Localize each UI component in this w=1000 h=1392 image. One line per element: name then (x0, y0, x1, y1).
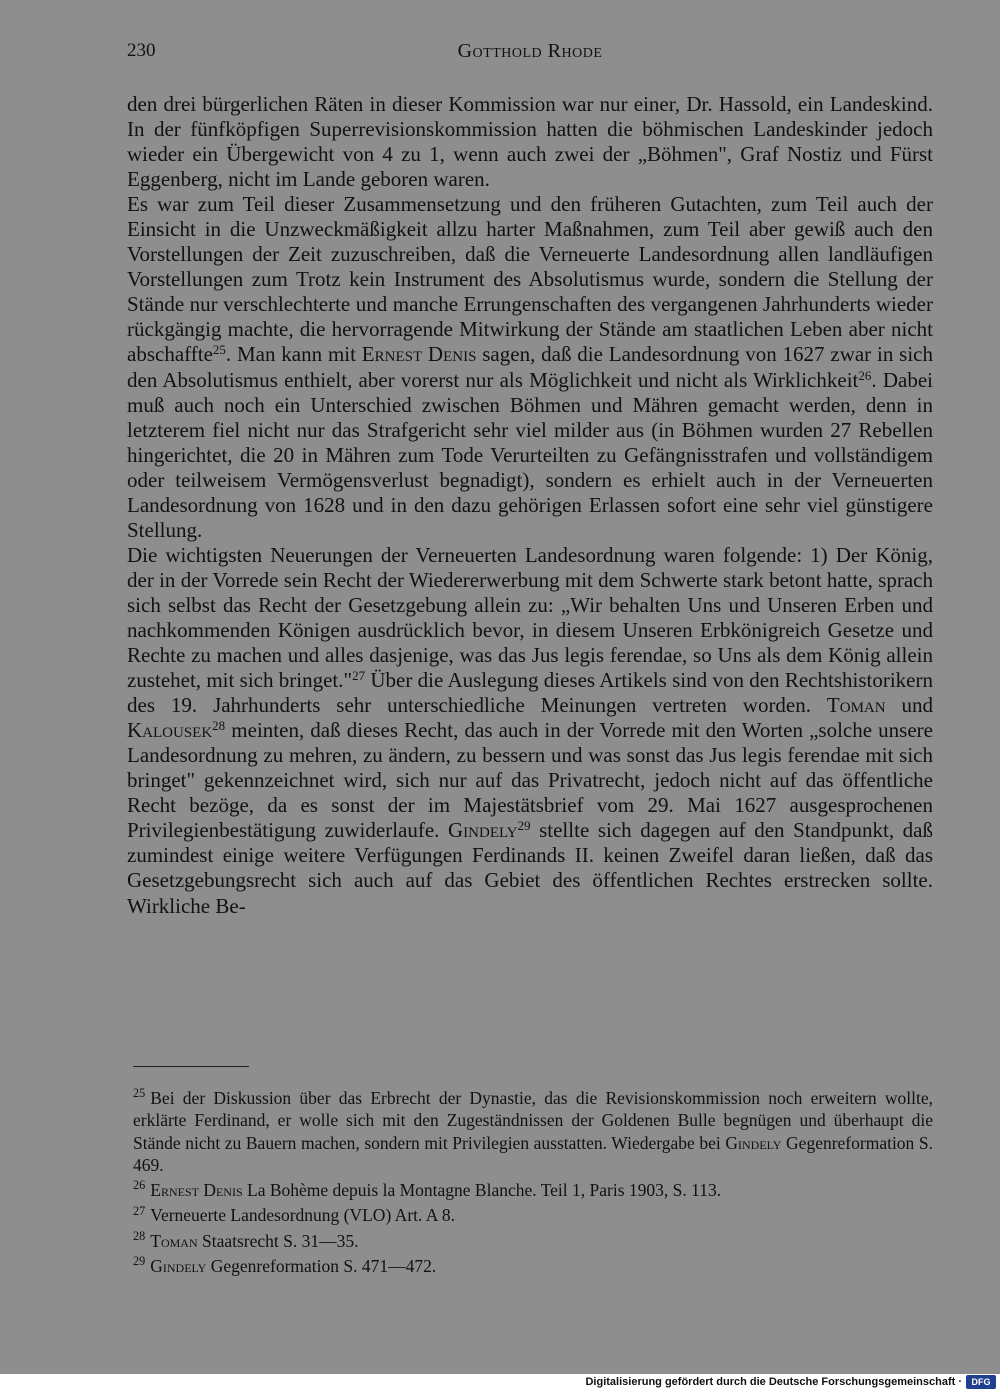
footnote (133, 1230, 933, 1252)
digitization-credit: Digitalisierung gefördert durch die Deutsche Forschungsgemeinschaft · (585, 1376, 962, 1388)
author-name: Ernest Denis (361, 342, 477, 367)
text-run: Gegenreformation S. 471—472. (206, 1256, 437, 1277)
running-title: Gotthold Rhode (457, 40, 603, 62)
text-run: Gegenreformation S. 469. (133, 1132, 934, 1175)
footnotes (133, 1087, 933, 1277)
text-run: sagen, daß die Landesordnung von 1627 zwar in sich den Absolutismus enthielt, aber vorerst nur als Möglichkeit und nicht als Wirklichkeit (127, 342, 933, 392)
text-run: den drei bürgerlichen Räten in dieser Kommission war nur einer, Dr. Hassold, ein Landeskind. In der fünfköpfigen Superrevisionskommission hatten die böhmischen Landeskinder jedoch wieder ein Übergewicht von 4 zu 1, wenn auch zwei der „Böhmen", Graf Nostiz und Fürst Eggenberg, nicht im Lande geboren waren. (127, 92, 933, 192)
footnote-reference: 25 (212, 342, 226, 358)
text-run: Verneuerte Landesordnung (VLO) Art. A 8. (150, 1205, 455, 1226)
footnote (133, 1204, 933, 1226)
text-run: Bei der Diskussion über das Erbrecht der Dynastie, das die Revisionskommission noch erweitern wollte, erklärte Ferdinand, er wolle sich mit den Zugeständnissen der Goldenen Bulle begnügen und überhaupt die Stände nicht zu Bauern machen, sondern mit Privilegien ausstatten. Wiedergabe bei (133, 1088, 933, 1153)
text-run: . Dabei muß auch noch ein Unterschied zwischen Böhmen und Mähren gemacht werden, denn in letzterem fiel nicht nur das Strafgericht sehr viel milder aus (in Böhmen wurden 27 Rebellen hingerichtet, die 20 in Mähren zum Tode Verurteilten zu Gefängnisstrafen und vollständigem oder teilweisem Vermögensverlust begnadigt), sondern es erhielt auch in der Verneuerten Landesordnung von 1628 und in den dazu gehörigen Erlassen sofort eine sehr viel günstigere Stellung. (127, 367, 933, 542)
footnote-number: 29 (133, 1254, 146, 1269)
footnote-reference: 28 (212, 718, 226, 734)
footnote-reference: 29 (517, 818, 531, 834)
paragraph (127, 543, 933, 919)
footnote-number: 26 (133, 1178, 146, 1193)
footnote-number: 27 (133, 1203, 146, 1218)
footnote (133, 1255, 933, 1277)
author-name: Toman (826, 693, 886, 718)
text-run: Es war zum Teil dieser Zusammensetzung und den früheren Gutachten, zum Teil auch der Einsicht in die Unzweckmäßigkeit allzu harter Maßnahmen, zum Teil aber gewiß auch den Vorstellungen der Zeit zuzuschreiben, daß die Verneuerte Landesordnung allen landläufigen Vorstellungen zum Trotz kein Instrument des Absolutismus wurde, sondern die Stellung der Stände nur verschlechterte und manche Errungenschaften des vergangenen Jahrhunderts wieder rückgängig machte, die hervorragende Mitwirkung der Stände am staatlichen Leben aber nicht abschaffte (127, 192, 933, 367)
paragraph (127, 92, 933, 192)
footnote-reference: 26 (858, 367, 872, 383)
text-run: und (885, 693, 934, 718)
author-name: Kalousek (127, 718, 213, 743)
text-run: Über die Auslegung dieses Artikels sind von den Rechtshistorikern des 19. Jahrhunderts sehr unterschiedliche Meinungen vertreten worden. (127, 668, 933, 718)
footnote (133, 1179, 933, 1201)
text-run: Die wichtigsten Neuerungen der Verneuerten Landesordnung waren folgende: 1) Der König, der in der Vorrede sein Recht der Wiedererwerbung mit dem Schwerte stark betont hatte, sprach sich selbst das Recht der Gesetzgebung allein zu: „Wir behalten Uns und Unseren Erben und nachkommenden Königen ausdrücklich bevor, in diesem Unseren Erbkönigreich Gesetze und Rechte zu machen und alles dasjenige, was das Jus legis ferendae, so Uns als dem König allein zustehet, mit sich bringet." (127, 542, 933, 693)
author-name: Ernest Denis (150, 1180, 243, 1201)
page-number: 230 (127, 40, 156, 61)
footnote-separator (133, 1066, 249, 1067)
author-name: Gindely (725, 1132, 782, 1153)
dfg-logo: DFG (966, 1375, 996, 1389)
text-run: Staatsrecht S. 31—35. (197, 1230, 359, 1251)
text-run: La Bohème depuis la Montagne Blanche. Teil 1, Paris 1903, S. 113. (242, 1180, 722, 1201)
author-name: Gindely (448, 818, 518, 843)
text-run: stellte sich dagegen auf den Standpunkt, daß zumindest einige weitere Verfügungen Ferdinands II. keinen Zweifel daran ließen, daß das Gesetzgebungsrecht sich auch auf das Gebiet des öffentlichen Rechtes erstrecken sollte. Wirkliche Be- (127, 818, 933, 918)
text-run: meinten, daß dieses Recht, das auch in der Vorrede mit den Worten „solche unsere Landesordnung zu mehren, zu ändern, zu bessern und was sonst das Jus legis ferendae mit sich bringet" gekennzeichnet wird, sich nur auf das Privatrecht, jedoch nicht auf das öffentliche Recht bezöge, da es sonst der im Majestätsbrief vom 29. Mai 1627 ausgesprochenen Privilegienbestätigung zuwiderlaufe. (127, 718, 933, 843)
author-name: Toman (150, 1230, 198, 1251)
footnote-number: 28 (133, 1229, 146, 1244)
footnote (133, 1087, 933, 1176)
body-text (127, 92, 933, 919)
text-run: . Man kann mit (225, 342, 362, 367)
running-head (127, 40, 933, 70)
footnote-number: 25 (133, 1086, 146, 1101)
author-name: Gindely (150, 1256, 207, 1277)
paragraph (127, 192, 933, 543)
footnote-reference: 27 (352, 667, 366, 683)
